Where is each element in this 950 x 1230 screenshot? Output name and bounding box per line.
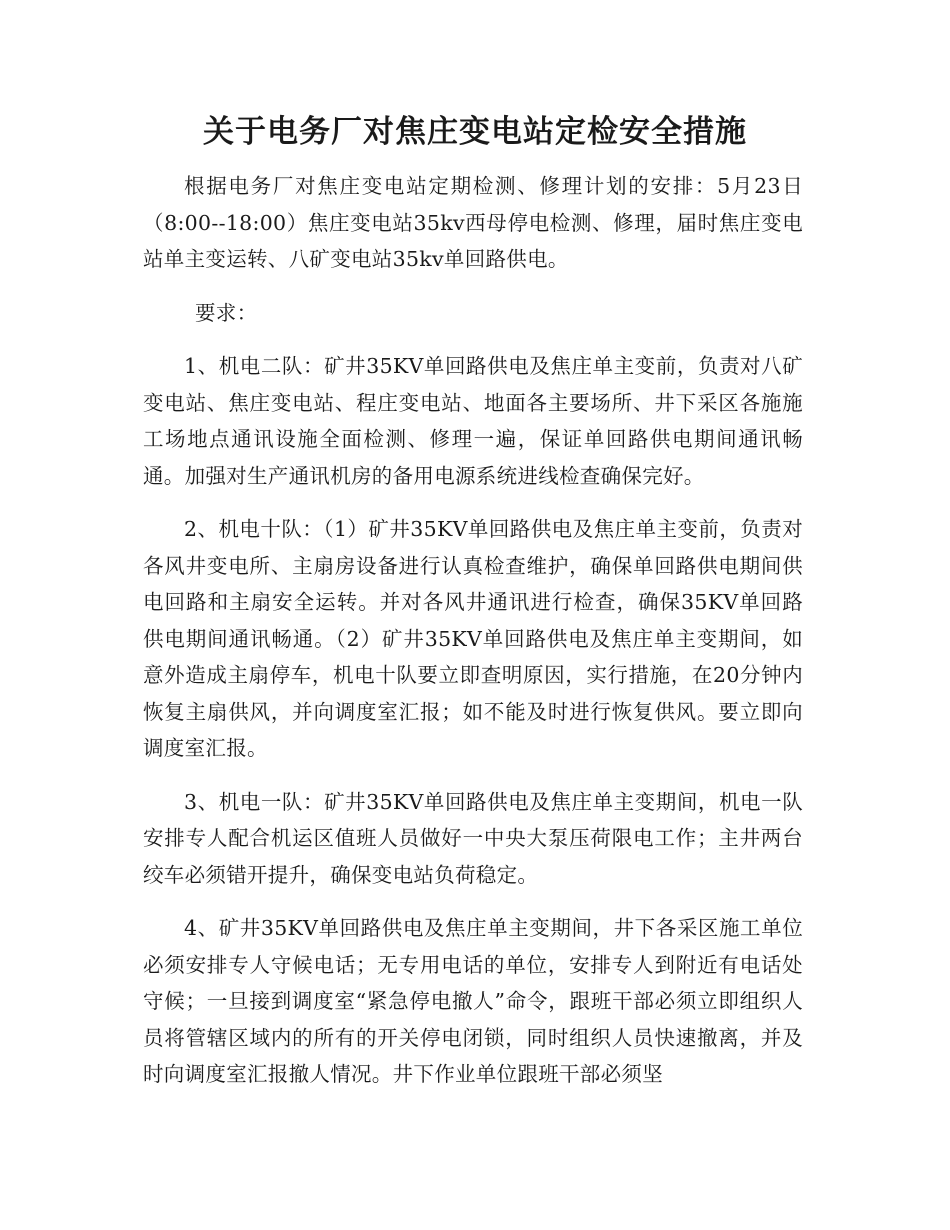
document-body bbox=[143, 168, 803, 1110]
document-title: 关于电务厂对焦庄变电站定检安全措施 bbox=[203, 114, 747, 150]
requirement-item-3: 3、机电一队：矿井35KV单回路供电及焦庄单主变期间，机电一队安排专人配合机运区值班人员做好一中央大泵压荷限电工作；主井两台绞车必须错开提升，确保变电站负荷稳定。 bbox=[143, 789, 803, 887]
requirements-label: 要求： bbox=[195, 300, 258, 325]
requirement-item-1: 1、机电二队：矿井35KV单回路供电及焦庄单主变前，负责对八矿变电站、焦庄变电站、程庄变电站、地面各主要场所、井下采区各施施工场地点通讯设施全面检测、修理一遍，保证单回路供电期间通讯畅通。加强对生产通讯机房的备用电源系统进线检查确保完好。 bbox=[143, 354, 803, 488]
intro-paragraph: 根据电务厂对焦庄变电站定期检测、修理计划的安排：5月23日（8:00--18:00）焦庄变电站35kv西母停电检测、修理，届时焦庄变电站单主变运转、八矿变电站35kv单回路供电。 bbox=[143, 174, 803, 271]
requirement-item-4: 4、矿井35KV单回路供电及焦庄单主变期间，井下各采区施工单位必须安排专人守候电话；无专用电话的单位，安排专人到附近有电话处守候；一旦接到调度室“紧急停电撤人”命令，跟班干部必须立即组织人员将管辖区域内的所有的开关停电闭锁，同时组织人员快速撤离，并及时向调度室汇报撤人情况。井下作业单位跟班干部必须坚 bbox=[143, 916, 803, 1086]
requirement-item-2: 2、机电十队：（1）矿井35KV单回路供电及焦庄单主变前，负责对各风井变电所、主扇房设备进行认真检查维护，确保单回路供电期间供电回路和主扇安全运转。并对各风井通讯进行检查，确保35KV单回路供电期间通讯畅通。（2）矿井35KV单回路供电及焦庄单主变期间，如意外造成主扇停车，机电十队要立即查明原因，实行措施，在20分钟内恢复主扇供风，并向调度室汇报；如不能及时进行恢复供风。要立即向调度室汇报。 bbox=[143, 517, 803, 760]
